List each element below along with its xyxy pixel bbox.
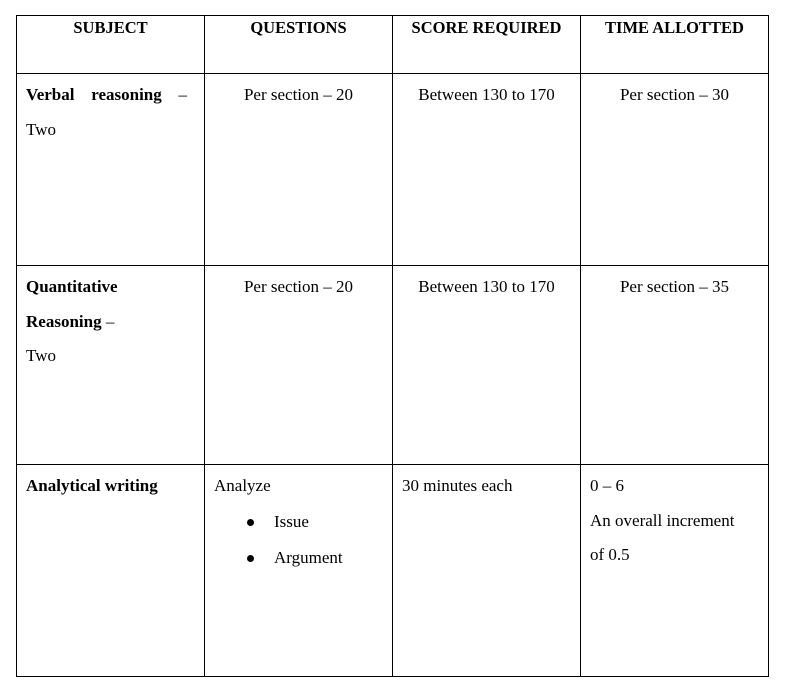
cell-score — [393, 266, 581, 465]
subject-name: Verbal reasoning — [26, 85, 162, 104]
score-value: Between 130 to 170 — [418, 85, 555, 104]
score-value: 30 minutes each — [402, 476, 513, 495]
cell-score — [393, 465, 581, 677]
subject-dash: – — [178, 85, 187, 104]
header-subject: SUBJECT — [17, 16, 205, 74]
gre-exam-table — [16, 15, 769, 677]
table-row-verbal — [17, 74, 769, 266]
subject-name-line1: Quantitative — [26, 277, 118, 296]
header-score-required: SCORE REQUIRED — [393, 16, 581, 74]
cell-questions — [205, 465, 393, 677]
header-questions: QUESTIONS — [205, 16, 393, 74]
cell-subject — [17, 266, 205, 465]
cell-subject — [17, 465, 205, 677]
time-note-line1: An overall increment — [590, 510, 735, 530]
questions-value: Per section – 20 — [243, 85, 354, 104]
table-row-quantitative — [17, 266, 769, 465]
cell-questions — [205, 266, 393, 465]
subject-label-line1 — [26, 78, 195, 113]
cell-score — [393, 74, 581, 266]
cell-questions — [205, 74, 393, 266]
cell-subject — [17, 74, 205, 266]
subject-dash: – — [105, 311, 115, 331]
questions-intro: Analyze — [214, 476, 271, 495]
list-item — [214, 540, 383, 576]
header-time-allotted: TIME ALLOTTED — [581, 16, 769, 74]
time-value: Per section – 35 — [619, 277, 730, 296]
cell-time — [581, 266, 769, 465]
subject-count: Two — [26, 119, 56, 139]
cell-time — [581, 74, 769, 266]
subject-count: Two — [26, 346, 56, 365]
bullet-icon — [247, 519, 254, 526]
task-label: Argument — [274, 547, 343, 567]
score-value: Between 130 to 170 — [418, 277, 555, 296]
table-row-analytical — [17, 465, 769, 677]
bullet-icon — [247, 555, 254, 562]
list-item — [214, 504, 383, 540]
cell-time — [581, 465, 769, 677]
questions-value: Per section – 20 — [243, 277, 354, 296]
time-range: 0 – 6 — [590, 476, 624, 495]
time-note-line2: of 0.5 — [590, 545, 630, 564]
header-row — [17, 16, 769, 74]
task-label: Issue — [274, 511, 309, 531]
time-value: Per section – 30 — [619, 85, 730, 104]
subject-name: Analytical writing — [26, 476, 158, 495]
subject-name-line2: Reasoning — [26, 311, 102, 331]
subject-label-line2 — [26, 305, 195, 340]
task-list — [214, 504, 383, 576]
